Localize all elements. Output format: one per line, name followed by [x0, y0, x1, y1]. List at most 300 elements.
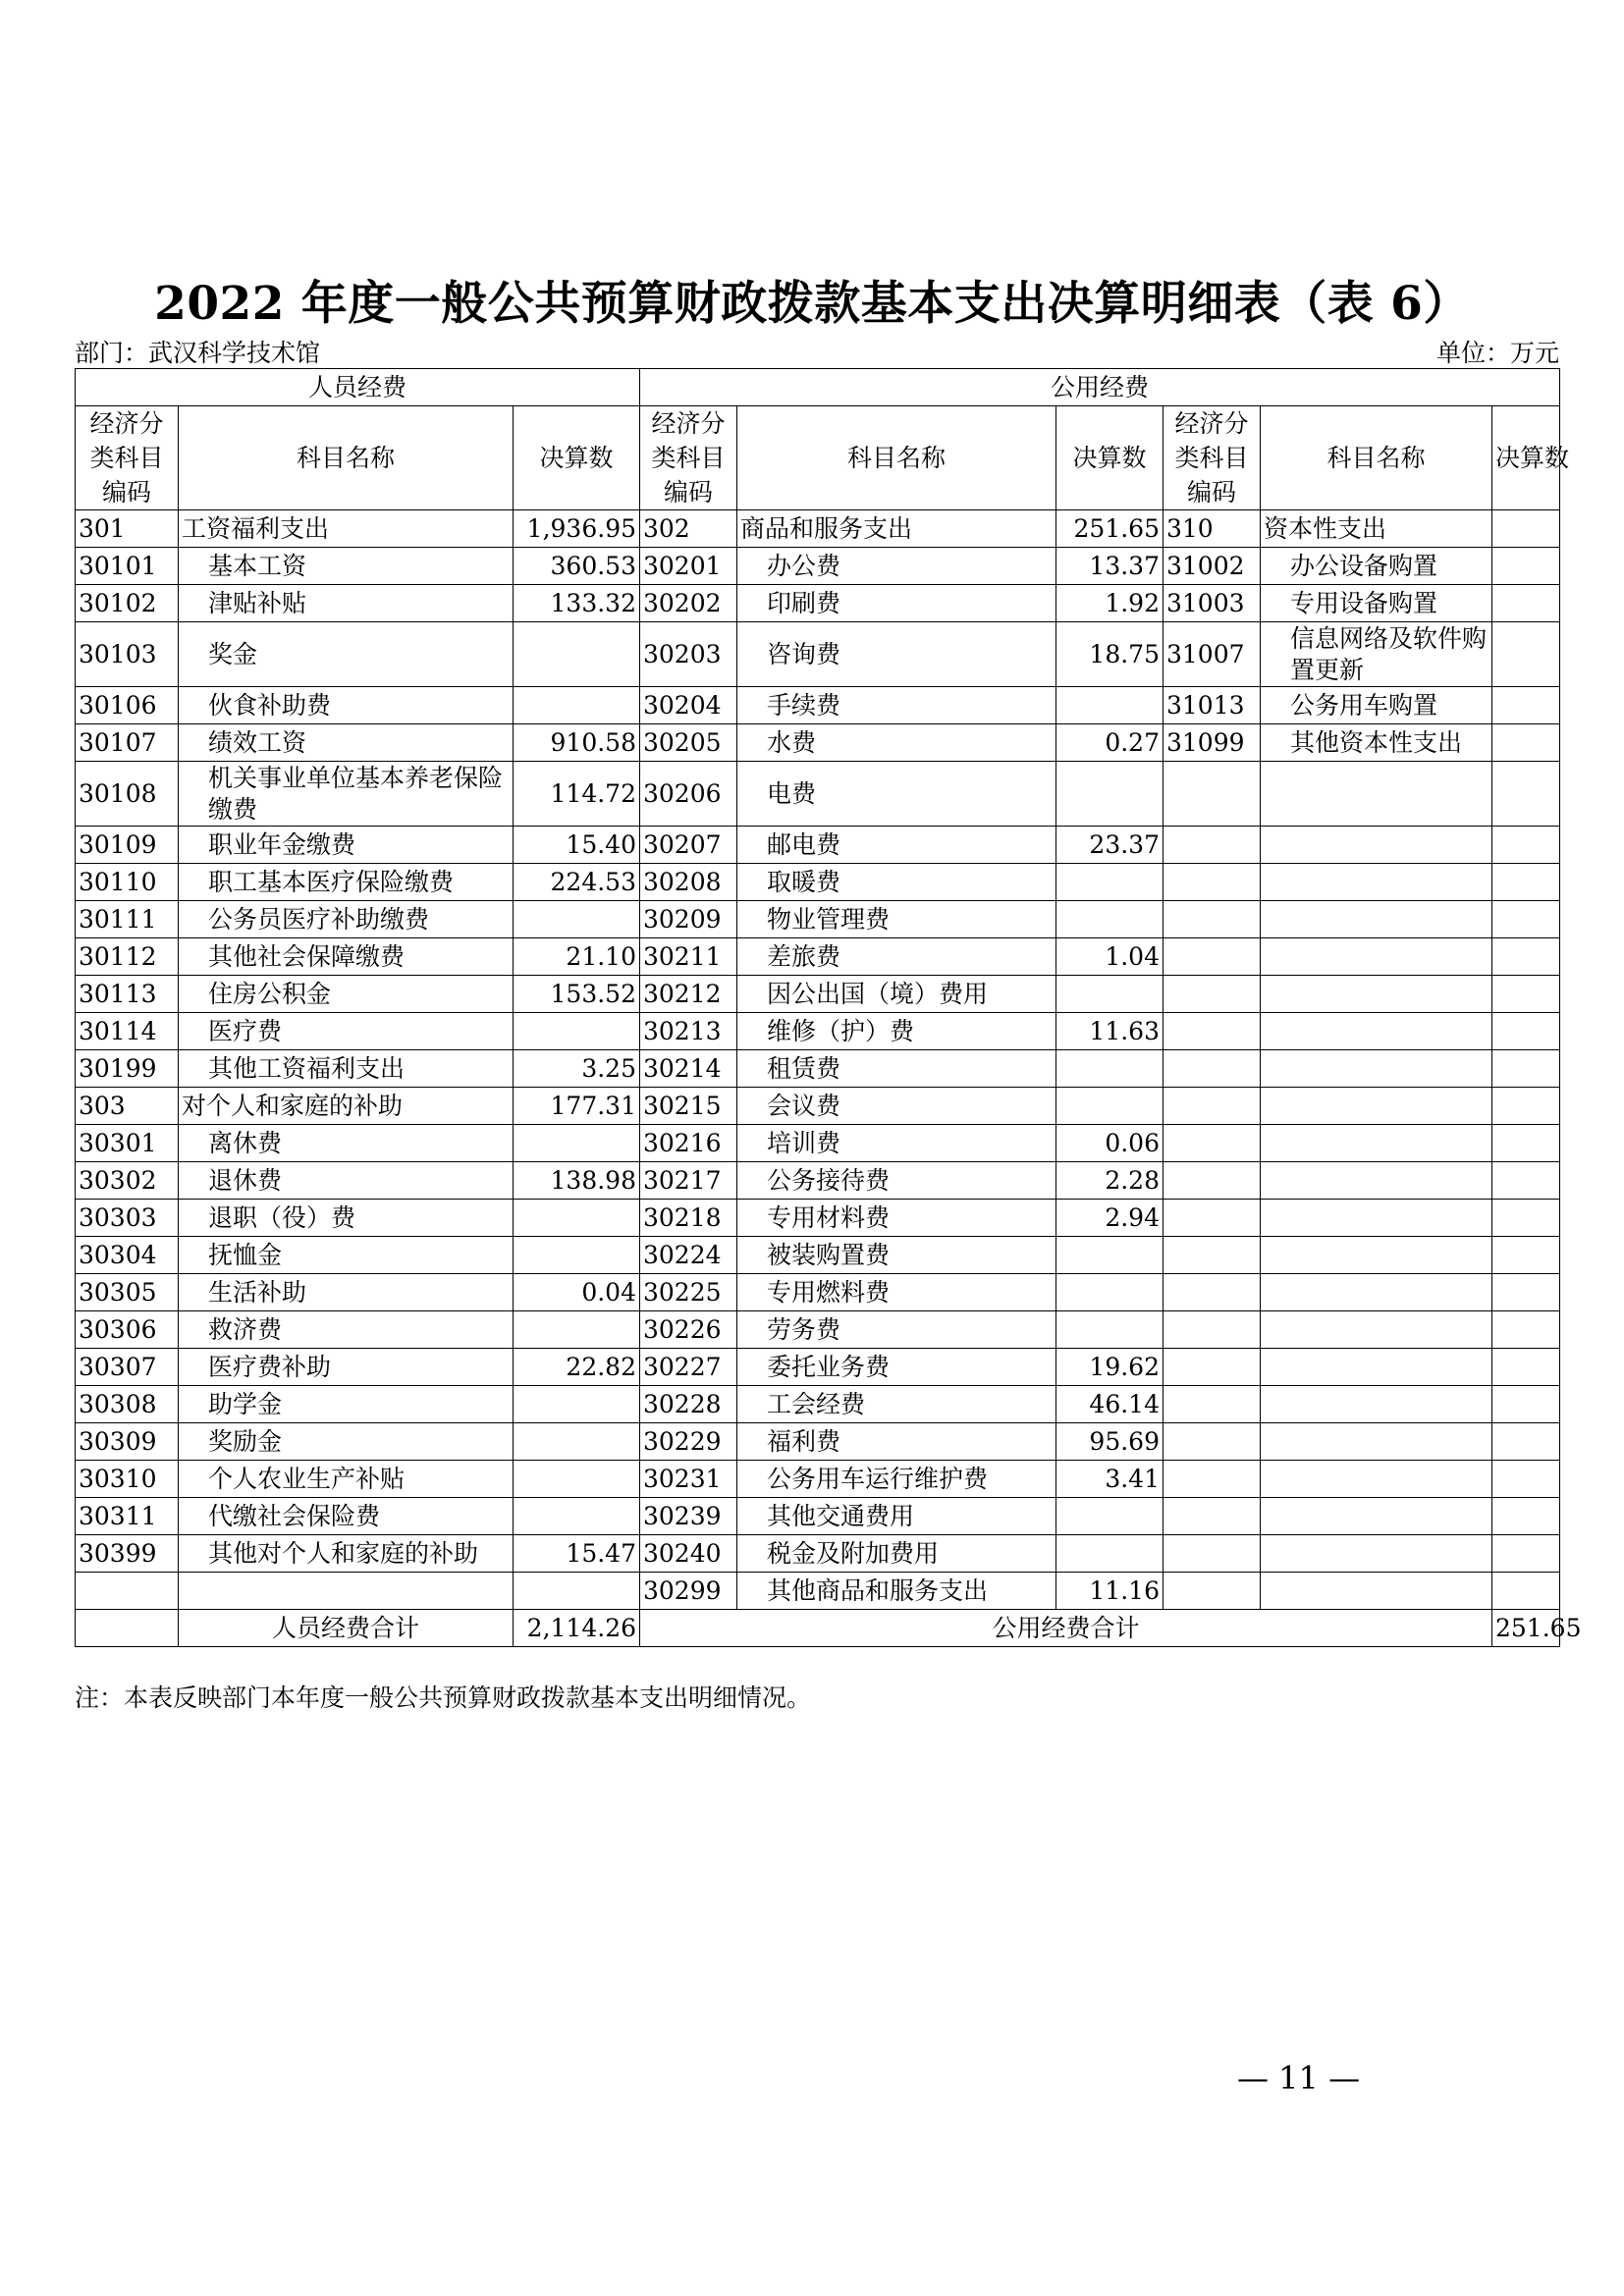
amount-cell	[1492, 1162, 1560, 1200]
footnote: 注：本表反映部门本年度一般公共预算财政拨款基本支出明细情况。	[75, 1683, 812, 1712]
code-cell: 30218	[640, 1200, 737, 1237]
name-cell: 差旅费	[737, 938, 1056, 976]
amount-cell: 15.47	[514, 1535, 640, 1573]
name-cell: 咨询费	[737, 622, 1056, 687]
code-cell: 30217	[640, 1162, 737, 1200]
code-cell: 30224	[640, 1237, 737, 1274]
table-row	[76, 1461, 1560, 1498]
code-cell	[1164, 1498, 1261, 1535]
amount-cell	[1492, 1013, 1560, 1050]
code-cell	[1164, 976, 1261, 1013]
name-cell	[1261, 762, 1492, 827]
name-cell	[1261, 1461, 1492, 1498]
name-cell: 其他交通费用	[737, 1498, 1056, 1535]
code-cell: 30399	[76, 1535, 179, 1573]
name-cell: 租赁费	[737, 1050, 1056, 1088]
name-cell: 取暖费	[737, 864, 1056, 901]
name-cell: 会议费	[737, 1088, 1056, 1125]
table-row	[76, 510, 1560, 548]
amount-cell	[1492, 1088, 1560, 1125]
name-cell: 手续费	[737, 687, 1056, 724]
code-cell: 30209	[640, 901, 737, 938]
department-label: 部门：武汉科学技术馆	[75, 339, 321, 367]
code-cell: 30308	[76, 1386, 179, 1423]
name-cell	[1261, 1498, 1492, 1535]
amount-cell: 23.37	[1056, 827, 1164, 864]
name-cell: 绩效工资	[179, 724, 514, 762]
table-row	[76, 1573, 1560, 1610]
amount-cell	[1492, 585, 1560, 622]
name-cell	[1261, 864, 1492, 901]
amount-cell: 1,936.95	[514, 510, 640, 548]
name-cell	[1261, 1535, 1492, 1573]
amount-cell: 177.31	[514, 1088, 640, 1125]
name-cell	[1261, 827, 1492, 864]
table-row	[76, 1349, 1560, 1386]
name-cell	[1261, 1573, 1492, 1610]
name-cell: 税金及附加费用	[737, 1535, 1056, 1573]
name-cell: 医疗费补助	[179, 1349, 514, 1386]
code-cell: 301	[76, 510, 179, 548]
name-header: 科目名称	[737, 406, 1056, 510]
code-cell: 30303	[76, 1200, 179, 1237]
amount-cell	[1492, 1461, 1560, 1498]
public-total-value: 251.65	[1492, 1610, 1560, 1647]
amount-cell	[1056, 1311, 1164, 1349]
name-cell: 电费	[737, 762, 1056, 827]
code-cell: 30228	[640, 1386, 737, 1423]
name-cell: 奖励金	[179, 1423, 514, 1461]
code-cell: 30307	[76, 1349, 179, 1386]
code-cell	[1164, 1386, 1261, 1423]
budget-table	[75, 368, 1582, 1647]
amount-cell	[514, 1237, 640, 1274]
amount-cell: 224.53	[514, 864, 640, 901]
table-row	[76, 548, 1560, 585]
name-cell	[1261, 976, 1492, 1013]
code-cell: 30215	[640, 1088, 737, 1125]
code-cell: 310	[1164, 510, 1261, 548]
code-cell	[1164, 1573, 1261, 1610]
amount-cell	[1492, 622, 1560, 687]
code-cell: 30206	[640, 762, 737, 827]
table-row	[76, 1498, 1560, 1535]
name-cell: 救济费	[179, 1311, 514, 1349]
name-cell: 被装购置费	[737, 1237, 1056, 1274]
name-cell: 住房公积金	[179, 976, 514, 1013]
code-cell: 31002	[1164, 548, 1261, 585]
code-cell: 30199	[76, 1050, 179, 1088]
code-cell: 30311	[76, 1498, 179, 1535]
table-row	[76, 1050, 1560, 1088]
name-cell: 印刷费	[737, 585, 1056, 622]
amount-cell	[1492, 1349, 1560, 1386]
code-cell: 30299	[640, 1573, 737, 1610]
name-cell: 工资福利支出	[179, 510, 514, 548]
amount-cell	[1056, 1088, 1164, 1125]
code-cell	[1164, 1311, 1261, 1349]
name-cell: 公务员医疗补助缴费	[179, 901, 514, 938]
code-cell: 30107	[76, 724, 179, 762]
code-cell: 31007	[1164, 622, 1261, 687]
name-cell: 退休费	[179, 1162, 514, 1200]
code-cell: 30111	[76, 901, 179, 938]
amount-cell	[1056, 1535, 1164, 1573]
page-number: — 11 —	[1237, 2059, 1361, 2097]
amount-cell	[1492, 938, 1560, 976]
code-cell	[76, 1573, 179, 1610]
code-cell: 31003	[1164, 585, 1261, 622]
name-cell: 职工基本医疗保险缴费	[179, 864, 514, 901]
code-cell: 30114	[76, 1013, 179, 1050]
amount-cell	[1492, 1125, 1560, 1162]
name-cell: 邮电费	[737, 827, 1056, 864]
amount-cell: 0.27	[1056, 724, 1164, 762]
name-cell: 资本性支出	[1261, 510, 1492, 548]
personnel-header: 人员经费	[76, 369, 640, 406]
code-cell	[1164, 1050, 1261, 1088]
code-cell: 30216	[640, 1125, 737, 1162]
table-row	[76, 1200, 1560, 1237]
amount-cell	[514, 687, 640, 724]
name-header: 科目名称	[179, 406, 514, 510]
name-cell: 福利费	[737, 1423, 1056, 1461]
code-cell: 30310	[76, 1461, 179, 1498]
code-cell: 30227	[640, 1349, 737, 1386]
code-cell: 30102	[76, 585, 179, 622]
amount-cell	[1056, 864, 1164, 901]
amount-cell: 153.52	[514, 976, 640, 1013]
amount-cell	[1056, 687, 1164, 724]
name-cell: 代缴社会保险费	[179, 1498, 514, 1535]
amount-cell	[514, 622, 640, 687]
code-cell: 30225	[640, 1274, 737, 1311]
amount-cell	[1492, 864, 1560, 901]
name-cell	[1261, 1200, 1492, 1237]
amount-cell	[514, 1311, 640, 1349]
name-cell	[1261, 1274, 1492, 1311]
amount-cell	[1056, 1498, 1164, 1535]
name-cell: 工会经费	[737, 1386, 1056, 1423]
amount-cell: 1.92	[1056, 585, 1164, 622]
name-cell: 抚恤金	[179, 1237, 514, 1274]
amount-cell	[1492, 510, 1560, 548]
name-cell: 个人农业生产补贴	[179, 1461, 514, 1498]
table-row	[76, 1237, 1560, 1274]
name-cell: 助学金	[179, 1386, 514, 1423]
amount-cell	[1492, 827, 1560, 864]
amount-cell: 11.63	[1056, 1013, 1164, 1050]
amount-cell	[1492, 1237, 1560, 1274]
table-row	[76, 1274, 1560, 1311]
amount-cell	[1056, 762, 1164, 827]
amount-header: 决算数	[1056, 406, 1164, 510]
code-cell: 30231	[640, 1461, 737, 1498]
amount-header: 决算数	[514, 406, 640, 510]
amount-cell	[1492, 901, 1560, 938]
amount-cell	[514, 901, 640, 938]
code-cell: 30305	[76, 1274, 179, 1311]
header-row-groups	[76, 369, 1560, 406]
table-row	[76, 622, 1560, 687]
amount-cell: 13.37	[1056, 548, 1164, 585]
name-cell: 公务接待费	[737, 1162, 1056, 1200]
amount-cell: 15.40	[514, 827, 640, 864]
code-cell	[1164, 827, 1261, 864]
amount-cell	[514, 1013, 640, 1050]
amount-cell: 910.58	[514, 724, 640, 762]
name-cell	[1261, 1125, 1492, 1162]
name-cell	[1261, 938, 1492, 976]
name-cell	[1261, 1162, 1492, 1200]
code-cell: 302	[640, 510, 737, 548]
code-cell	[1164, 1125, 1261, 1162]
code-cell	[1164, 864, 1261, 901]
amount-cell	[1492, 1311, 1560, 1349]
table-row	[76, 938, 1560, 976]
amount-cell	[514, 1125, 640, 1162]
name-cell	[1261, 1050, 1492, 1088]
name-cell: 专用材料费	[737, 1200, 1056, 1237]
name-cell: 离休费	[179, 1125, 514, 1162]
table-row	[76, 827, 1560, 864]
amount-cell	[1056, 901, 1164, 938]
code-cell: 30204	[640, 687, 737, 724]
name-cell	[1261, 1013, 1492, 1050]
name-cell: 医疗费	[179, 1013, 514, 1050]
code-cell: 31099	[1164, 724, 1261, 762]
name-cell	[1261, 901, 1492, 938]
table-row	[76, 1125, 1560, 1162]
code-cell: 30304	[76, 1237, 179, 1274]
code-cell	[1164, 1013, 1261, 1050]
name-cell: 其他资本性支出	[1261, 724, 1492, 762]
table-row	[76, 976, 1560, 1013]
code-header: 经济分类科目编码	[1164, 406, 1261, 510]
amount-cell: 114.72	[514, 762, 640, 827]
code-cell	[1164, 1088, 1261, 1125]
amount-cell: 2.94	[1056, 1200, 1164, 1237]
table-row	[76, 1088, 1560, 1125]
name-cell: 公务用车购置	[1261, 687, 1492, 724]
table-row	[76, 1013, 1560, 1050]
name-cell: 对个人和家庭的补助	[179, 1088, 514, 1125]
code-cell	[1164, 901, 1261, 938]
name-cell: 委托业务费	[737, 1349, 1056, 1386]
amount-cell	[1056, 976, 1164, 1013]
amount-cell	[1492, 1050, 1560, 1088]
code-cell: 30212	[640, 976, 737, 1013]
code-cell	[1164, 1535, 1261, 1573]
public-total-label: 公用经费合计	[640, 1610, 1492, 1647]
code-cell: 30202	[640, 585, 737, 622]
amount-header: 决算数	[1492, 406, 1560, 510]
name-cell: 专用燃料费	[737, 1274, 1056, 1311]
code-cell	[1164, 762, 1261, 827]
name-cell: 办公费	[737, 548, 1056, 585]
amount-cell: 3.25	[514, 1050, 640, 1088]
code-cell: 31013	[1164, 687, 1261, 724]
table-row	[76, 724, 1560, 762]
header-row-columns	[76, 406, 1560, 510]
code-header: 经济分类科目编码	[640, 406, 737, 510]
amount-cell: 0.06	[1056, 1125, 1164, 1162]
amount-cell	[1492, 724, 1560, 762]
amount-cell	[1056, 1274, 1164, 1311]
amount-cell	[514, 1461, 640, 1498]
amount-cell: 18.75	[1056, 622, 1164, 687]
amount-cell: 46.14	[1056, 1386, 1164, 1423]
amount-cell	[1492, 1573, 1560, 1610]
name-cell: 培训费	[737, 1125, 1056, 1162]
name-cell: 机关事业单位基本养老保险缴费	[179, 762, 514, 827]
name-cell: 公务用车运行维护费	[737, 1461, 1056, 1498]
amount-cell	[514, 1498, 640, 1535]
code-cell: 30112	[76, 938, 179, 976]
amount-cell: 360.53	[514, 548, 640, 585]
name-cell: 维修（护）费	[737, 1013, 1056, 1050]
name-cell: 奖金	[179, 622, 514, 687]
totals-row	[76, 1610, 1560, 1647]
personnel-total-label: 人员经费合计	[179, 1610, 514, 1647]
name-cell: 其他商品和服务支出	[737, 1573, 1056, 1610]
table-row	[76, 1162, 1560, 1200]
code-cell: 30240	[640, 1535, 737, 1573]
name-cell: 津贴补贴	[179, 585, 514, 622]
amount-cell: 21.10	[514, 938, 640, 976]
code-cell	[1164, 1274, 1261, 1311]
personnel-total-value: 2,114.26	[514, 1610, 640, 1647]
amount-cell	[514, 1573, 640, 1610]
amount-cell: 138.98	[514, 1162, 640, 1200]
amount-cell: 19.62	[1056, 1349, 1164, 1386]
name-cell: 伙食补助费	[179, 687, 514, 724]
code-cell	[1164, 1162, 1261, 1200]
amount-cell	[1492, 1535, 1560, 1573]
table-row	[76, 762, 1560, 827]
code-cell: 30113	[76, 976, 179, 1013]
amount-cell	[1492, 1274, 1560, 1311]
amount-cell: 251.65	[1056, 510, 1164, 548]
code-cell	[1164, 1461, 1261, 1498]
code-cell: 30309	[76, 1423, 179, 1461]
page-title: 2022 年度一般公共预算财政拨款基本支出决算明细表（表 6）	[154, 277, 1470, 331]
amount-cell	[1492, 687, 1560, 724]
code-cell: 30109	[76, 827, 179, 864]
name-cell	[1261, 1237, 1492, 1274]
amount-cell: 0.04	[514, 1274, 640, 1311]
name-cell: 商品和服务支出	[737, 510, 1056, 548]
amount-cell	[1056, 1050, 1164, 1088]
amount-cell	[514, 1200, 640, 1237]
amount-cell: 3.41	[1056, 1461, 1164, 1498]
code-cell: 30106	[76, 687, 179, 724]
code-cell: 30306	[76, 1311, 179, 1349]
amount-cell	[1492, 1498, 1560, 1535]
amount-cell	[1492, 976, 1560, 1013]
name-cell: 其他工资福利支出	[179, 1050, 514, 1088]
name-header: 科目名称	[1261, 406, 1492, 510]
amount-cell: 133.32	[514, 585, 640, 622]
code-cell: 30211	[640, 938, 737, 976]
name-cell: 办公设备购置	[1261, 548, 1492, 585]
code-cell: 30226	[640, 1311, 737, 1349]
table-row	[76, 864, 1560, 901]
code-cell: 30302	[76, 1162, 179, 1200]
name-cell: 退职（役）费	[179, 1200, 514, 1237]
code-cell: 30203	[640, 622, 737, 687]
amount-cell	[1056, 1237, 1164, 1274]
table-row	[76, 687, 1560, 724]
name-cell: 水费	[737, 724, 1056, 762]
code-cell: 30214	[640, 1050, 737, 1088]
code-cell: 30208	[640, 864, 737, 901]
name-cell: 其他对个人和家庭的补助	[179, 1535, 514, 1573]
name-cell: 专用设备购置	[1261, 585, 1492, 622]
code-cell	[1164, 938, 1261, 976]
name-cell	[1261, 1423, 1492, 1461]
code-cell: 30301	[76, 1125, 179, 1162]
code-cell: 30229	[640, 1423, 737, 1461]
amount-cell	[1492, 1423, 1560, 1461]
code-cell: 30101	[76, 548, 179, 585]
table-row	[76, 1311, 1560, 1349]
code-cell: 30108	[76, 762, 179, 827]
name-cell: 信息网络及软件购置更新	[1261, 622, 1492, 687]
code-cell: 30205	[640, 724, 737, 762]
name-cell: 因公出国（境）费用	[737, 976, 1056, 1013]
amount-cell	[1492, 1386, 1560, 1423]
totals-blank-cell	[76, 1610, 179, 1647]
name-cell: 劳务费	[737, 1311, 1056, 1349]
code-cell	[1164, 1423, 1261, 1461]
amount-cell	[1492, 762, 1560, 827]
table-row	[76, 1423, 1560, 1461]
name-cell: 职业年金缴费	[179, 827, 514, 864]
code-cell: 30213	[640, 1013, 737, 1050]
name-cell: 基本工资	[179, 548, 514, 585]
amount-cell	[1492, 1200, 1560, 1237]
name-cell: 其他社会保障缴费	[179, 938, 514, 976]
code-cell	[1164, 1237, 1261, 1274]
name-cell	[1261, 1386, 1492, 1423]
amount-cell: 11.16	[1056, 1573, 1164, 1610]
unit-label: 单位：万元	[1435, 339, 1559, 367]
code-cell: 30110	[76, 864, 179, 901]
amount-cell	[514, 1386, 640, 1423]
code-cell	[1164, 1349, 1261, 1386]
amount-cell	[514, 1423, 640, 1461]
code-cell: 303	[76, 1088, 179, 1125]
code-cell: 30207	[640, 827, 737, 864]
amount-cell: 95.69	[1056, 1423, 1164, 1461]
code-header: 经济分类科目编码	[76, 406, 179, 510]
code-cell: 30201	[640, 548, 737, 585]
name-cell	[1261, 1311, 1492, 1349]
code-cell	[1164, 1200, 1261, 1237]
budget-body	[76, 510, 1560, 1610]
amount-cell	[1492, 548, 1560, 585]
name-cell: 生活补助	[179, 1274, 514, 1311]
table-row	[76, 1386, 1560, 1423]
table-row	[76, 585, 1560, 622]
amount-cell: 1.04	[1056, 938, 1164, 976]
amount-cell: 22.82	[514, 1349, 640, 1386]
table-row	[76, 1535, 1560, 1573]
name-cell	[179, 1573, 514, 1610]
public-header: 公用经费	[640, 369, 1560, 406]
name-cell: 物业管理费	[737, 901, 1056, 938]
